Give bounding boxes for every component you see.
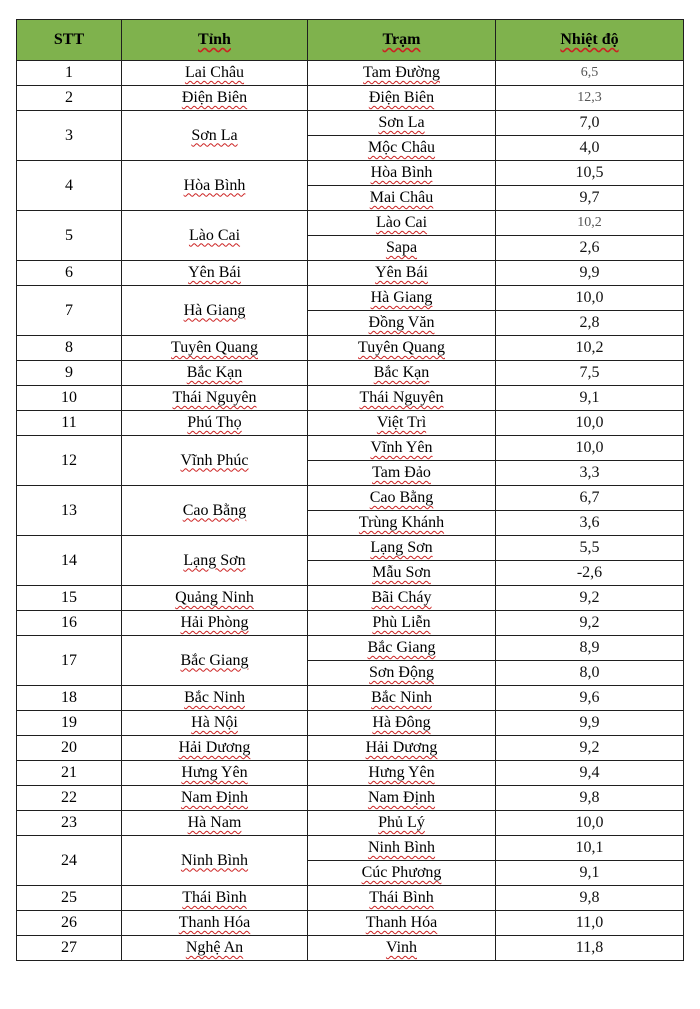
header-stt: STT xyxy=(17,20,122,61)
cell-temperature: 9,7 xyxy=(496,186,684,211)
cell-province xyxy=(122,711,308,736)
cell-temperature: 9,4 xyxy=(496,761,684,786)
cell-station xyxy=(308,861,496,886)
cell-temperature: 10,0 xyxy=(496,811,684,836)
station-name: Nam Định xyxy=(367,789,436,806)
cell-province xyxy=(122,536,308,586)
cell-station xyxy=(308,161,496,186)
cell-station xyxy=(308,86,496,111)
cell-province xyxy=(122,886,308,911)
cell-province xyxy=(122,486,308,536)
cell-stt: 15 xyxy=(17,586,122,611)
station-name: Yên Bái xyxy=(375,264,428,281)
table-row xyxy=(17,936,684,961)
cell-station xyxy=(308,561,496,586)
cell-station xyxy=(308,61,496,86)
table-row xyxy=(17,736,684,761)
province-name: Bắc Giang xyxy=(180,651,249,669)
station-name: Sơn La xyxy=(378,114,425,131)
station-name: Cúc Phương xyxy=(361,864,442,881)
table-row xyxy=(17,436,684,461)
station-name: Mộc Châu xyxy=(367,139,436,156)
cell-temperature: 3,6 xyxy=(496,511,684,536)
table-row xyxy=(17,361,684,386)
cell-station xyxy=(308,936,496,961)
cell-temperature: 8,9 xyxy=(496,636,684,661)
cell-station xyxy=(308,636,496,661)
province-name: Bắc Kạn xyxy=(186,364,243,381)
cell-province xyxy=(122,261,308,286)
province-name: Ninh Bình xyxy=(180,851,249,869)
province-name: Sơn La xyxy=(191,126,238,144)
table-row xyxy=(17,836,684,861)
cell-stt: 5 xyxy=(17,211,122,261)
cell-stt: 24 xyxy=(17,836,122,886)
cell-province xyxy=(122,586,308,611)
cell-station xyxy=(308,336,496,361)
cell-temperature: 6,7 xyxy=(496,486,684,511)
cell-temperature: 4,0 xyxy=(496,136,684,161)
province-name: Nam Định xyxy=(180,789,249,806)
cell-stt: 8 xyxy=(17,336,122,361)
cell-province xyxy=(122,686,308,711)
table-row xyxy=(17,811,684,836)
cell-temperature: 9,8 xyxy=(496,886,684,911)
province-name: Điện Biên xyxy=(181,89,248,106)
cell-station xyxy=(308,786,496,811)
cell-station xyxy=(308,186,496,211)
cell-temperature: 10,5 xyxy=(496,161,684,186)
table-row xyxy=(17,486,684,511)
cell-stt: 20 xyxy=(17,736,122,761)
cell-temperature: 9,2 xyxy=(496,611,684,636)
cell-station xyxy=(308,511,496,536)
cell-province xyxy=(122,786,308,811)
cell-province xyxy=(122,61,308,86)
station-name: Bãi Cháy xyxy=(371,589,432,606)
cell-temperature: 3,3 xyxy=(496,461,684,486)
cell-province xyxy=(122,411,308,436)
province-name: Lai Châu xyxy=(184,64,245,81)
cell-station xyxy=(308,886,496,911)
cell-province xyxy=(122,811,308,836)
cell-temperature: 9,9 xyxy=(496,711,684,736)
cell-province xyxy=(122,836,308,886)
province-name: Hà Nam xyxy=(187,814,242,831)
province-name: Tuyên Quang xyxy=(171,339,258,356)
cell-station xyxy=(308,486,496,511)
cell-stt: 10 xyxy=(17,386,122,411)
cell-stt: 23 xyxy=(17,811,122,836)
cell-province xyxy=(122,336,308,361)
cell-stt: 11 xyxy=(17,411,122,436)
table-row xyxy=(17,161,684,186)
cell-temperature: 10,2 xyxy=(496,336,684,361)
cell-station xyxy=(308,811,496,836)
cell-station xyxy=(308,361,496,386)
cell-temperature: -2,6 xyxy=(496,561,684,586)
cell-temperature: 2,6 xyxy=(496,236,684,261)
cell-temperature: 5,5 xyxy=(496,536,684,561)
cell-temperature: 10,0 xyxy=(496,286,684,311)
table-row xyxy=(17,286,684,311)
table-row xyxy=(17,611,684,636)
table-row xyxy=(17,211,684,236)
cell-station xyxy=(308,711,496,736)
province-name: Cao Bằng xyxy=(182,501,247,519)
cell-province xyxy=(122,286,308,336)
cell-temperature: 11,0 xyxy=(496,911,684,936)
cell-province xyxy=(122,611,308,636)
cell-stt: 22 xyxy=(17,786,122,811)
province-name: Thanh Hóa xyxy=(178,914,251,931)
cell-station xyxy=(308,411,496,436)
station-name: Hà Giang xyxy=(370,289,433,306)
cell-province xyxy=(122,636,308,686)
header-tram: Trạm xyxy=(308,20,496,61)
table-row xyxy=(17,636,684,661)
table-header xyxy=(17,20,684,61)
station-name: Thái Nguyên xyxy=(359,389,444,406)
cell-station xyxy=(308,736,496,761)
station-name: Hải Dương xyxy=(365,739,438,756)
cell-stt: 26 xyxy=(17,911,122,936)
cell-temperature: 7,5 xyxy=(496,361,684,386)
station-name: Hưng Yên xyxy=(368,764,435,781)
cell-stt: 6 xyxy=(17,261,122,286)
cell-station xyxy=(308,761,496,786)
table-row xyxy=(17,111,684,136)
cell-stt: 27 xyxy=(17,936,122,961)
table-row xyxy=(17,886,684,911)
station-name: Sơn Động xyxy=(369,664,434,681)
cell-stt: 1 xyxy=(17,61,122,86)
province-name: Lào Cai xyxy=(188,226,241,244)
cell-station xyxy=(308,111,496,136)
station-name: Vinh xyxy=(385,939,418,956)
cell-station xyxy=(308,286,496,311)
station-name: Bắc Ninh xyxy=(371,689,432,706)
station-name: Hà Đông xyxy=(372,714,431,731)
cell-temperature: 9,6 xyxy=(496,686,684,711)
cell-province xyxy=(122,386,308,411)
station-name: Lào Cai xyxy=(375,214,428,231)
table-row xyxy=(17,261,684,286)
station-name: Mẫu Sơn xyxy=(372,564,431,581)
cell-station xyxy=(308,436,496,461)
table-row xyxy=(17,686,684,711)
station-name: Cao Bằng xyxy=(369,489,434,506)
province-name: Lạng Sơn xyxy=(183,551,246,569)
cell-station xyxy=(308,236,496,261)
table-row xyxy=(17,911,684,936)
station-name: Ninh Bình xyxy=(367,839,436,856)
table-row xyxy=(17,586,684,611)
station-name: Tam Đảo xyxy=(372,464,431,481)
cell-province xyxy=(122,761,308,786)
cell-station xyxy=(308,611,496,636)
table-body xyxy=(17,61,684,961)
cell-temperature: 10,1 xyxy=(496,836,684,861)
cell-stt: 18 xyxy=(17,686,122,711)
station-name: Điện Biên xyxy=(368,89,435,106)
province-name: Hà Giang xyxy=(183,301,246,319)
cell-stt: 12 xyxy=(17,436,122,486)
province-name: Hòa Bình xyxy=(183,176,246,194)
cell-province xyxy=(122,86,308,111)
cell-province xyxy=(122,161,308,211)
cell-stt: 14 xyxy=(17,536,122,586)
cell-stt: 16 xyxy=(17,611,122,636)
province-name: Thái Bình xyxy=(182,889,247,906)
station-name: Tuyên Quang xyxy=(358,339,445,356)
station-name: Phù Liễn xyxy=(372,614,431,631)
temperature-table xyxy=(16,19,684,961)
cell-stt: 2 xyxy=(17,86,122,111)
cell-station xyxy=(308,686,496,711)
header-row xyxy=(17,20,684,61)
cell-temperature: 10,0 xyxy=(496,436,684,461)
cell-station xyxy=(308,211,496,236)
station-name: Bắc Giang xyxy=(367,639,436,656)
cell-stt: 7 xyxy=(17,286,122,336)
province-name: Phú Thọ xyxy=(187,414,242,431)
cell-stt: 13 xyxy=(17,486,122,536)
table-row xyxy=(17,711,684,736)
cell-temperature: 9,1 xyxy=(496,861,684,886)
table-row xyxy=(17,61,684,86)
cell-station xyxy=(308,461,496,486)
cell-stt: 21 xyxy=(17,761,122,786)
table-row xyxy=(17,336,684,361)
cell-temperature: 7,0 xyxy=(496,111,684,136)
station-name: Thái Bình xyxy=(369,889,434,906)
station-name: Mai Châu xyxy=(369,189,434,206)
table-row xyxy=(17,86,684,111)
province-name: Vĩnh Phúc xyxy=(180,451,249,469)
province-name: Hưng Yên xyxy=(181,764,248,781)
table-row xyxy=(17,386,684,411)
temperature-table-container xyxy=(16,19,683,961)
station-name: Bắc Kạn xyxy=(373,364,430,381)
cell-station xyxy=(308,536,496,561)
cell-station xyxy=(308,661,496,686)
cell-province xyxy=(122,111,308,161)
cell-temperature: 9,1 xyxy=(496,386,684,411)
cell-station xyxy=(308,836,496,861)
province-name: Quảng Ninh xyxy=(175,589,254,606)
cell-stt: 25 xyxy=(17,886,122,911)
cell-station xyxy=(308,586,496,611)
cell-stt: 3 xyxy=(17,111,122,161)
table-row xyxy=(17,786,684,811)
station-name: Phủ Lý xyxy=(378,814,425,831)
cell-station xyxy=(308,911,496,936)
station-name: Thanh Hóa xyxy=(365,914,438,931)
table-row xyxy=(17,411,684,436)
province-name: Hải Phòng xyxy=(180,614,249,631)
cell-province xyxy=(122,211,308,261)
station-name: Hòa Bình xyxy=(370,164,433,181)
cell-province xyxy=(122,436,308,486)
cell-stt: 17 xyxy=(17,636,122,686)
station-name: Sapa xyxy=(385,239,418,256)
cell-temperature: 6,5 xyxy=(496,61,684,86)
cell-temperature: 8,0 xyxy=(496,661,684,686)
station-name: Tam Đường xyxy=(363,64,440,81)
cell-temperature: 9,9 xyxy=(496,261,684,286)
cell-temperature: 10,0 xyxy=(496,411,684,436)
cell-province xyxy=(122,361,308,386)
cell-station xyxy=(308,136,496,161)
cell-province xyxy=(122,736,308,761)
station-name: Đồng Văn xyxy=(368,314,435,331)
cell-stt: 19 xyxy=(17,711,122,736)
cell-temperature: 10,2 xyxy=(496,211,684,236)
cell-temperature: 2,8 xyxy=(496,311,684,336)
cell-station xyxy=(308,311,496,336)
header-nhiet-do: Nhiệt độ xyxy=(496,20,684,61)
province-name: Bắc Ninh xyxy=(184,689,245,706)
station-name: Trùng Khánh xyxy=(358,514,445,531)
cell-temperature: 12,3 xyxy=(496,86,684,111)
province-name: Hà Nội xyxy=(191,714,238,731)
cell-province xyxy=(122,936,308,961)
province-name: Yên Bái xyxy=(188,264,241,281)
province-name: Hải Dương xyxy=(178,739,251,756)
cell-temperature: 9,2 xyxy=(496,736,684,761)
cell-stt: 4 xyxy=(17,161,122,211)
cell-station xyxy=(308,386,496,411)
cell-temperature: 9,8 xyxy=(496,786,684,811)
province-name: Thái Nguyên xyxy=(172,389,257,406)
station-name: Việt Trì xyxy=(376,414,427,431)
station-name: Vĩnh Yên xyxy=(370,439,433,456)
table-row xyxy=(17,761,684,786)
station-name: Lạng Sơn xyxy=(370,539,433,556)
cell-temperature: 11,8 xyxy=(496,936,684,961)
cell-stt: 9 xyxy=(17,361,122,386)
table-row xyxy=(17,536,684,561)
header-tinh: Tỉnh xyxy=(122,20,308,61)
province-name: Nghệ An xyxy=(185,939,244,956)
cell-station xyxy=(308,261,496,286)
cell-temperature: 9,2 xyxy=(496,586,684,611)
cell-province xyxy=(122,911,308,936)
